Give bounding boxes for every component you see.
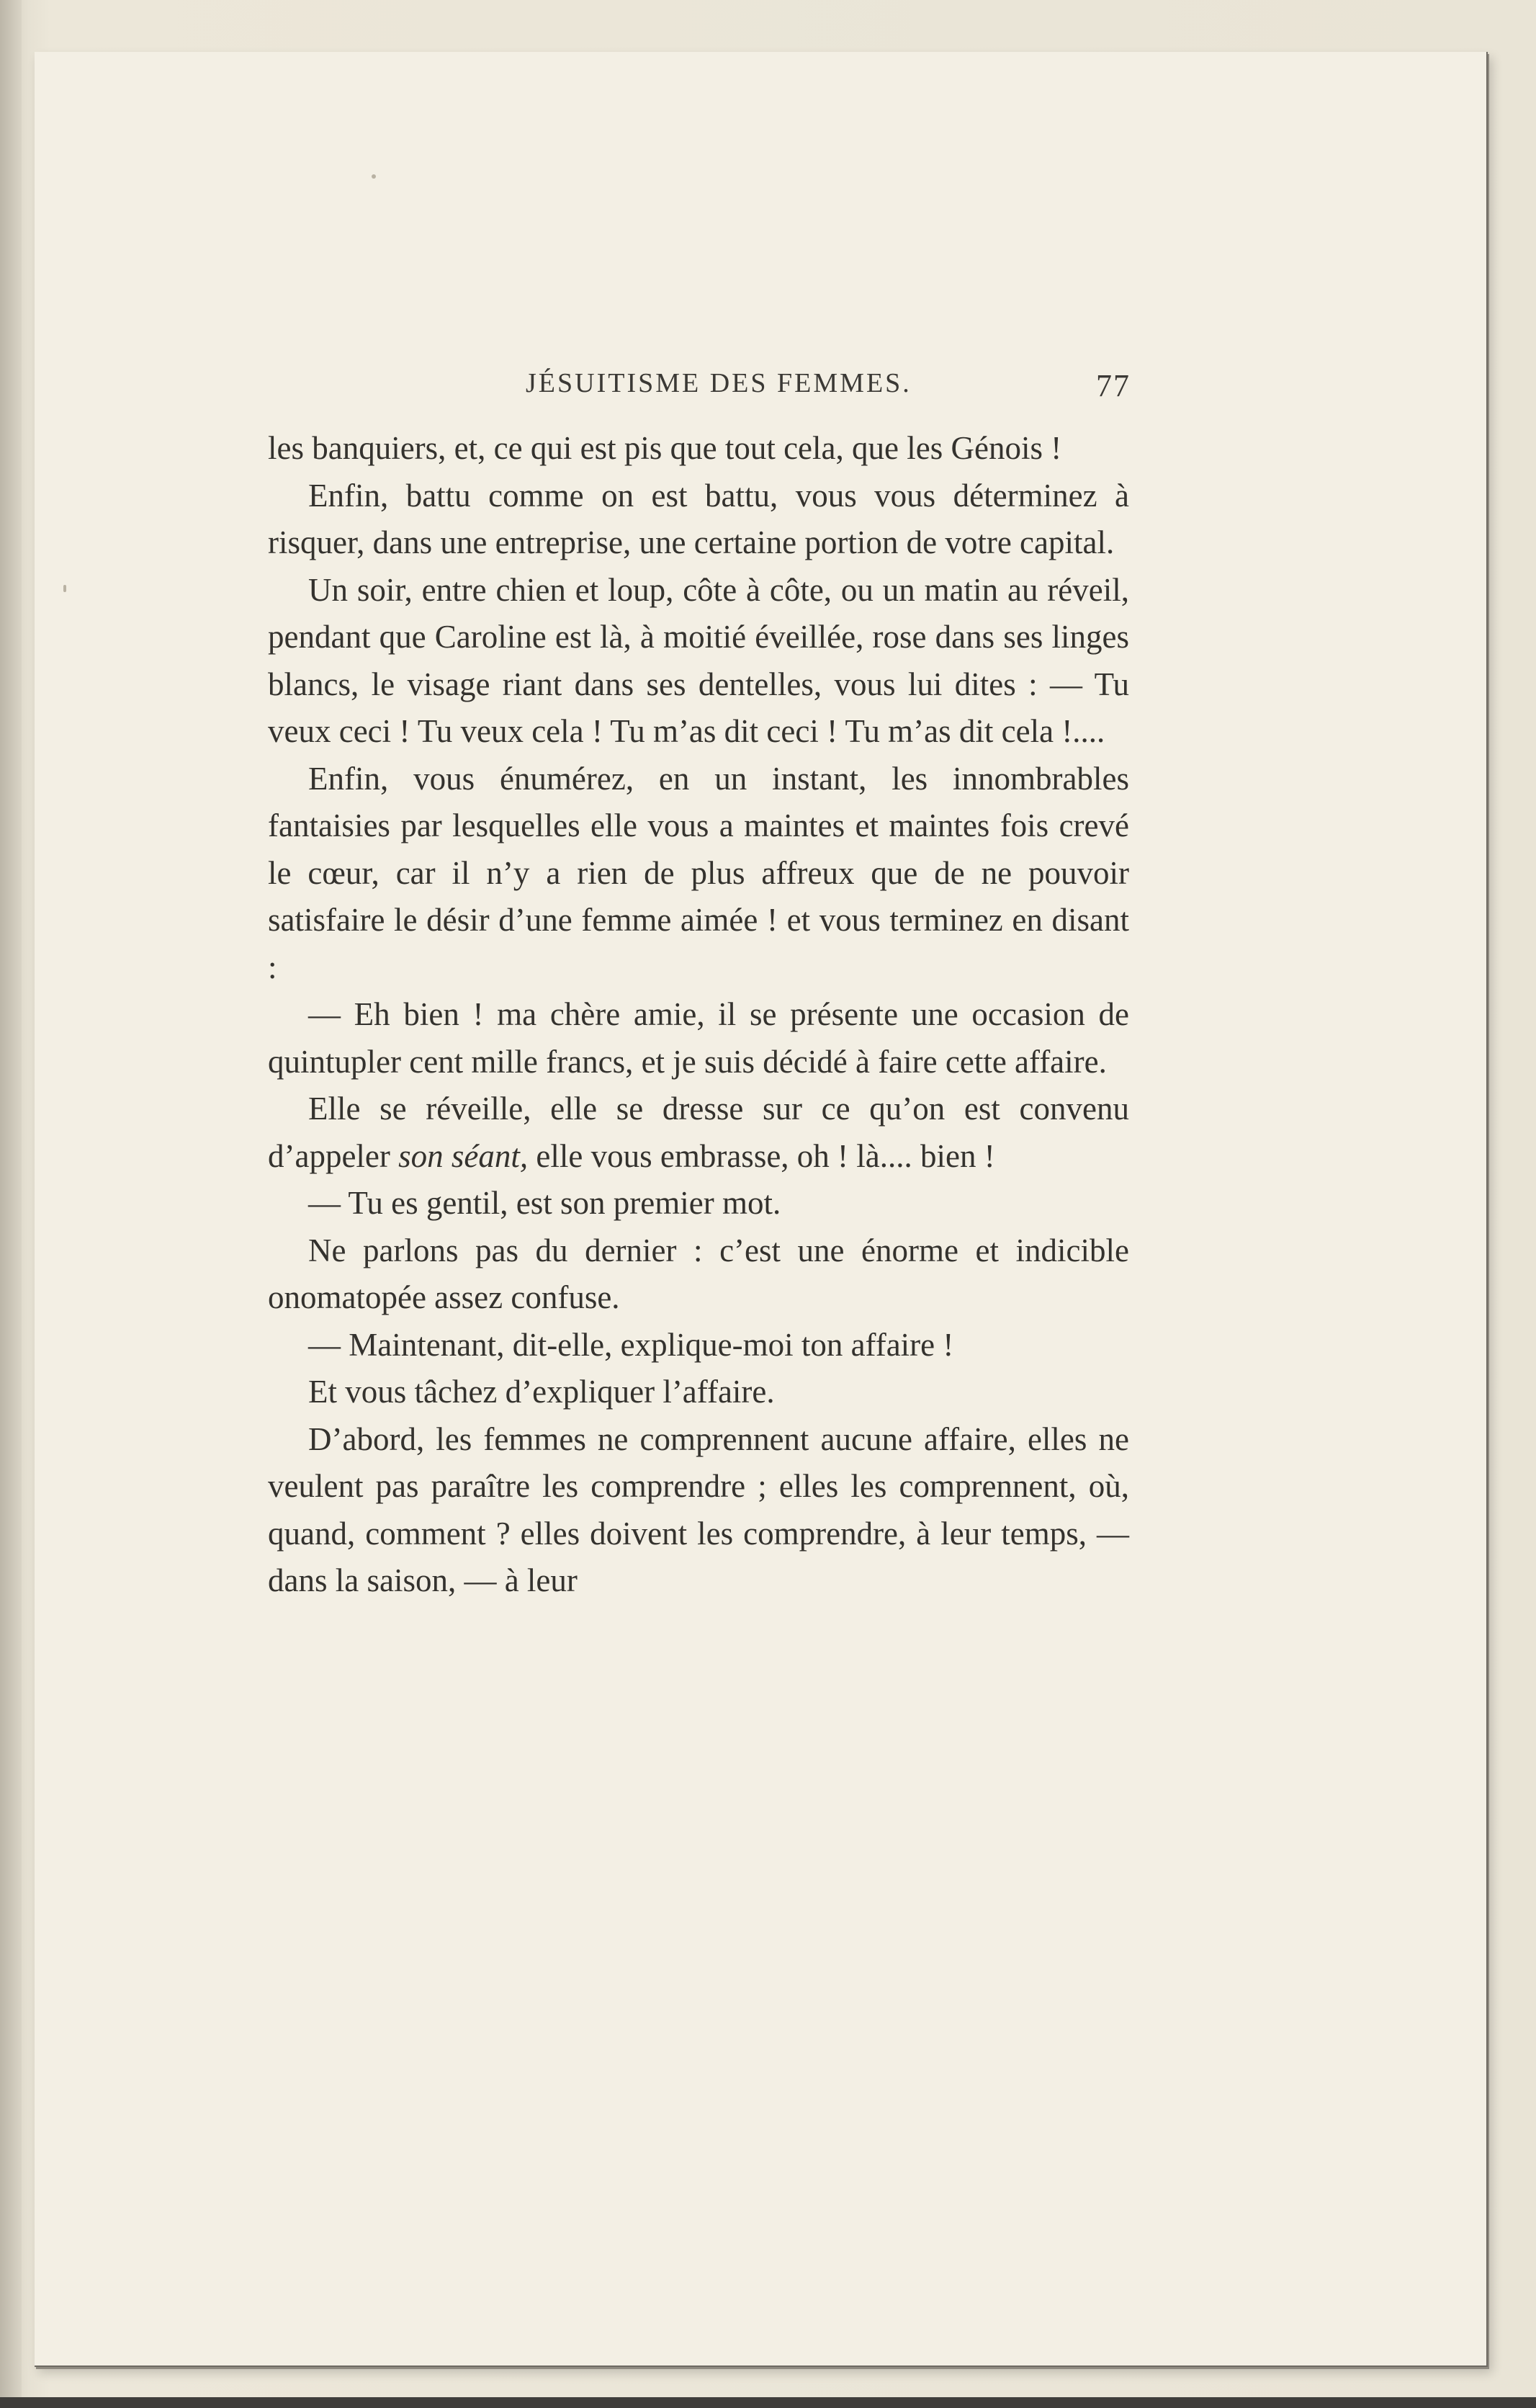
paragraph: Un soir, entre chien et loup, côte à côte, ou un matin au réveil, pendant que Caroline est là, à moitié éveillée, rose dans ses linges blancs, le visage riant dans ses dentelles, vous lui dites : — Tu veux ceci ! Tu veux cela ! Tu m’as dit ceci ! Tu m’as dit cela !.... bbox=[268, 571, 1129, 749]
italic-phrase: son séant, bbox=[398, 1137, 529, 1174]
body-text bbox=[268, 425, 1129, 1605]
paragraph-text: Elle se réveille, elle se dresse sur ce qu’on est convenu d’appeler bbox=[268, 1091, 1129, 1174]
paper-speck bbox=[372, 174, 376, 179]
dialogue-paragraph: — Maintenant, dit-elle, explique-moi ton affaire ! bbox=[308, 1326, 954, 1363]
paragraph: Ne parlons pas du dernier : c’est une énorme et indicible onomatopée assez confuse. bbox=[268, 1232, 1129, 1315]
scan-bottom-edge bbox=[0, 2397, 1536, 2408]
paper-speck bbox=[63, 585, 66, 592]
paragraph-text: elle vous embrasse, oh ! là.... bien ! bbox=[536, 1137, 995, 1174]
dialogue-paragraph: — Tu es gentil, est son premier mot. bbox=[308, 1185, 781, 1221]
paragraph bbox=[268, 1086, 1129, 1180]
paragraph: les banquiers, et, ce qui est pis que tout cela, que les Génois ! bbox=[268, 430, 1062, 466]
page-number: 77 bbox=[1096, 368, 1131, 403]
running-header bbox=[266, 367, 1131, 411]
running-title: JÉSUITISME DES FEMMES. bbox=[526, 368, 912, 398]
paragraph: D’abord, les femmes ne comprennent aucune affaire, elles ne veulent pas paraître les comprendre ; elles les comprennent, où, quand, comment ? elles doivent les comprendre, à leur temps, — dans la saison, — à leur bbox=[268, 1420, 1129, 1598]
dialogue-paragraph: — Eh bien ! ma chère amie, il se présente une occasion de quintupler cent mille francs, et je suis décidé à faire cette affaire. bbox=[268, 996, 1129, 1080]
book-binding-edge bbox=[0, 0, 22, 2408]
paragraph: Enfin, vous énumérez, en un instant, les innombrables fantaisies par lesquelles elle vous a maintes et maintes fois crevé le cœur, car il n’y a rien de plus affreux que de ne pouvoir satisfaire le désir d’une femme aimée ! et vous terminez en disant : bbox=[268, 760, 1129, 985]
paragraph: Enfin, battu comme on est battu, vous vous déterminez à risquer, dans une entreprise, une certaine portion de votre capital. bbox=[268, 477, 1129, 560]
paragraph: Et vous tâchez d’expliquer l’affaire. bbox=[308, 1374, 775, 1410]
